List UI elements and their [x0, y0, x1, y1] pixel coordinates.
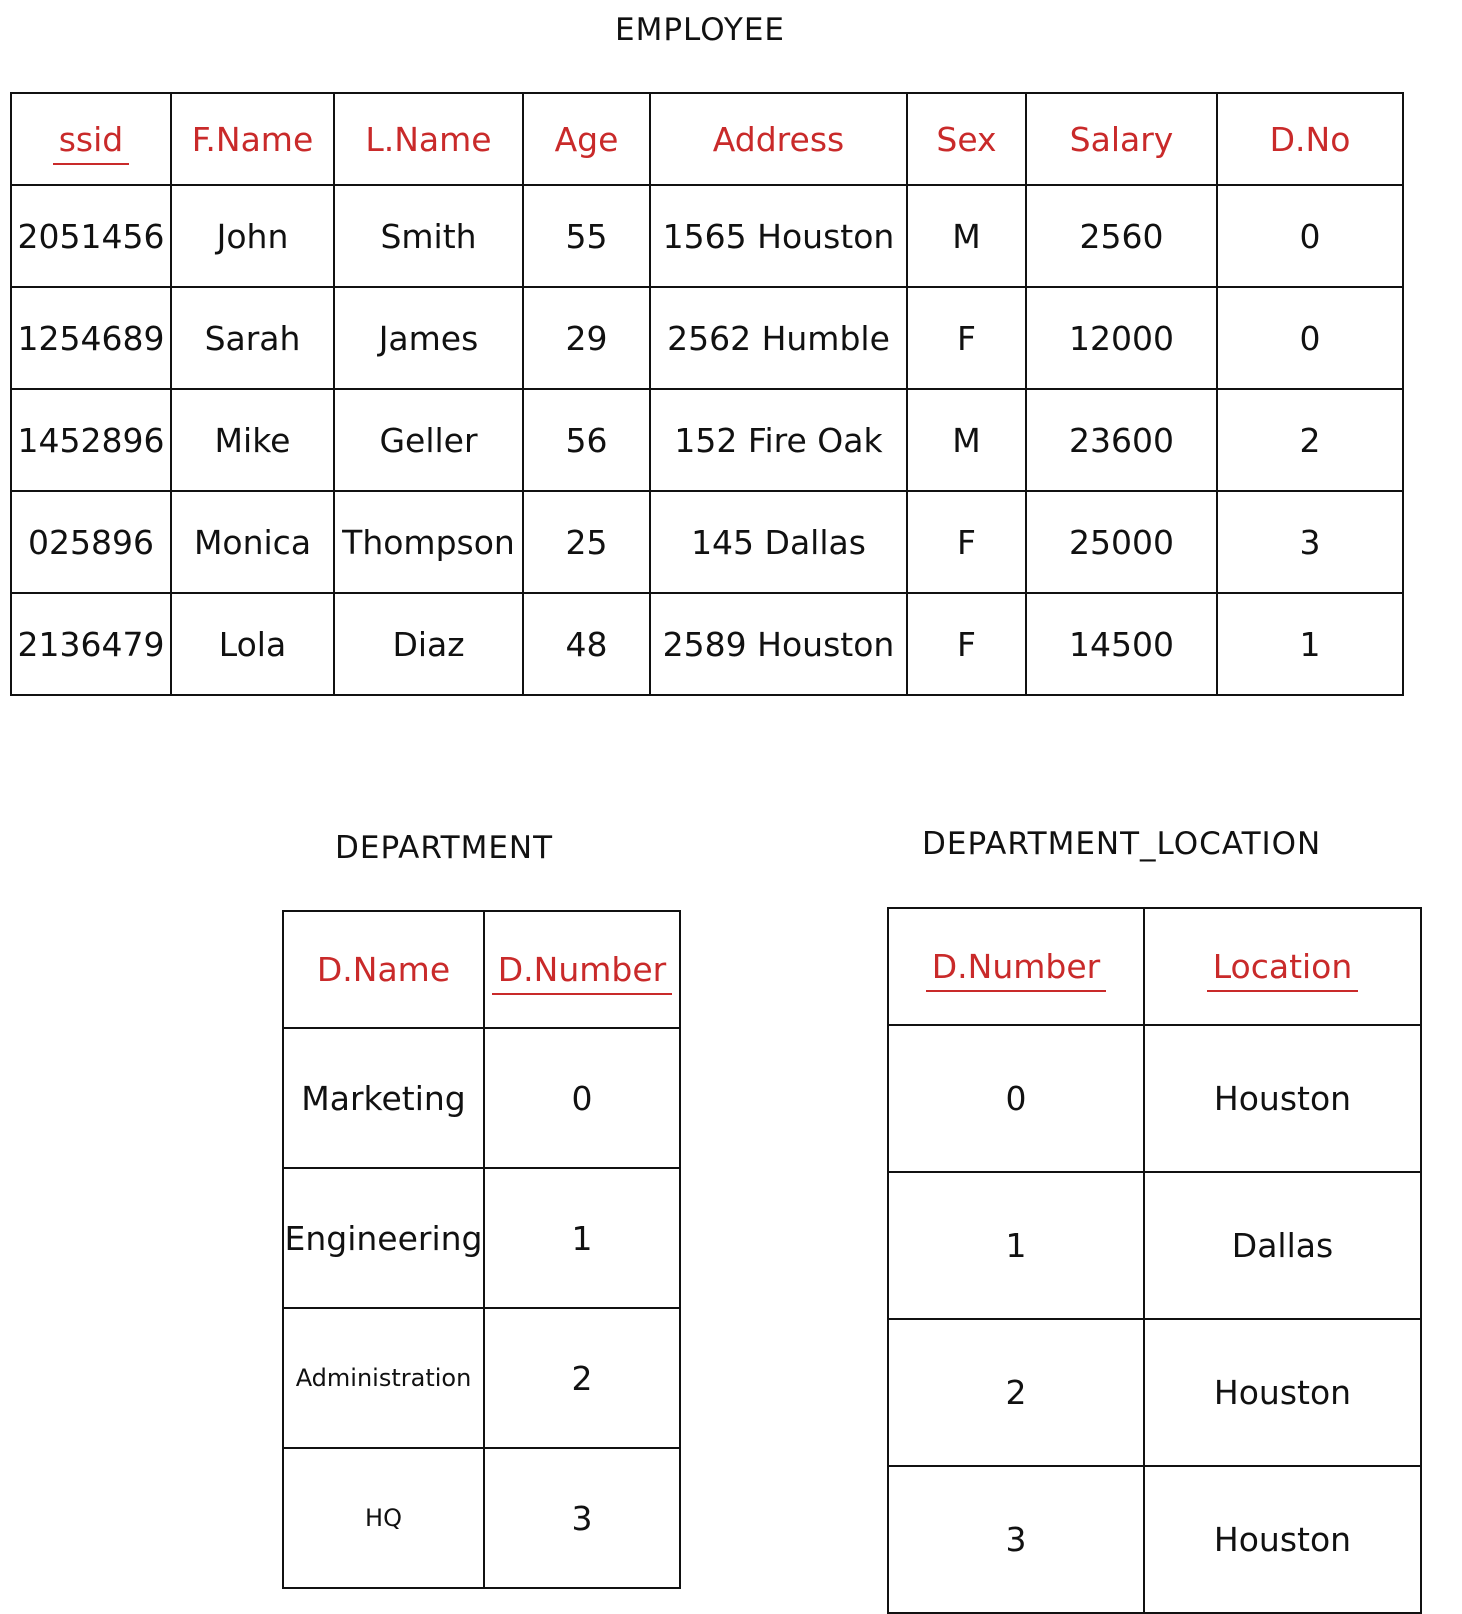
table-cell: Mike: [171, 389, 334, 491]
table-cell: 0: [1217, 287, 1403, 389]
table-cell: 2562 Humble: [650, 287, 907, 389]
table-cell: 3: [888, 1466, 1144, 1613]
table-row: [888, 1319, 1421, 1466]
table-cell: 2: [484, 1308, 680, 1448]
table-cell: 025896: [11, 491, 171, 593]
table-cell: M: [907, 185, 1026, 287]
table-cell: Houston: [1144, 1025, 1421, 1172]
table-cell: 25: [523, 491, 650, 593]
table-cell: 2589 Houston: [650, 593, 907, 695]
table-cell: M: [907, 389, 1026, 491]
table-cell: 2136479: [11, 593, 171, 695]
table-cell: Marketing: [283, 1028, 484, 1168]
table-cell: 25000: [1026, 491, 1217, 593]
employee-header-cell: Address: [650, 93, 907, 185]
table-cell: F: [907, 287, 1026, 389]
table-cell: 2: [888, 1319, 1144, 1466]
table-cell: 2051456: [11, 185, 171, 287]
table-cell: 55: [523, 185, 650, 287]
table-cell: 1: [484, 1168, 680, 1308]
table-cell: 0: [888, 1025, 1144, 1172]
table-cell: 1: [1217, 593, 1403, 695]
table-cell: Houston: [1144, 1466, 1421, 1613]
location-header-cell: D.Number: [888, 908, 1144, 1025]
table-cell: 14500: [1026, 593, 1217, 695]
table-cell: 2560: [1026, 185, 1217, 287]
table-cell: HQ: [283, 1448, 484, 1588]
table-row: [283, 1168, 680, 1308]
table-cell: 1254689: [11, 287, 171, 389]
table-cell: 1565 Houston: [650, 185, 907, 287]
table-row: [11, 491, 1403, 593]
table-cell: 1: [888, 1172, 1144, 1319]
table-cell: James: [334, 287, 523, 389]
table-cell: 3: [1217, 491, 1403, 593]
table-cell: Engineering: [283, 1168, 484, 1308]
table-cell: Thompson: [334, 491, 523, 593]
table-cell: 152 Fire Oak: [650, 389, 907, 491]
department-title: DEPARTMENT: [335, 830, 554, 866]
employee-header-row: [11, 93, 1403, 185]
department-location-table: [887, 907, 1422, 1614]
table-cell: Administration: [283, 1308, 484, 1448]
table-cell: 48: [523, 593, 650, 695]
table-row: [283, 1448, 680, 1588]
table-row: [888, 1466, 1421, 1613]
table-cell: 12000: [1026, 287, 1217, 389]
table-cell: Sarah: [171, 287, 334, 389]
employee-header-cell: Age: [523, 93, 650, 185]
employee-header-cell: F.Name: [171, 93, 334, 185]
employee-title: EMPLOYEE: [615, 12, 786, 48]
table-cell: F: [907, 593, 1026, 695]
table-cell: 2: [1217, 389, 1403, 491]
table-row: [11, 185, 1403, 287]
employee-header-cell: ssid: [11, 93, 171, 185]
department-table: [282, 910, 681, 1589]
table-cell: 1452896: [11, 389, 171, 491]
table-cell: Dallas: [1144, 1172, 1421, 1319]
table-row: [888, 1025, 1421, 1172]
table-row: [11, 287, 1403, 389]
department-header-cell: D.Number: [484, 911, 680, 1028]
employee-header-cell: Sex: [907, 93, 1026, 185]
table-cell: 3: [484, 1448, 680, 1588]
department-header-row: [283, 911, 680, 1028]
table-row: [11, 389, 1403, 491]
table-cell: Lola: [171, 593, 334, 695]
employee-header-cell: L.Name: [334, 93, 523, 185]
table-row: [888, 1172, 1421, 1319]
table-cell: 56: [523, 389, 650, 491]
table-row: [283, 1028, 680, 1168]
employee-table: [10, 92, 1404, 696]
employee-header-cell: D.No: [1217, 93, 1403, 185]
table-cell: Houston: [1144, 1319, 1421, 1466]
table-cell: 29: [523, 287, 650, 389]
employee-header-cell: Salary: [1026, 93, 1217, 185]
department-location-title: DEPARTMENT_LOCATION: [922, 826, 1322, 862]
table-cell: John: [171, 185, 334, 287]
table-cell: Smith: [334, 185, 523, 287]
table-cell: Diaz: [334, 593, 523, 695]
table-cell: Monica: [171, 491, 334, 593]
department-header-cell: D.Name: [283, 911, 484, 1028]
location-header-cell: Location: [1144, 908, 1421, 1025]
table-cell: 0: [1217, 185, 1403, 287]
table-row: [283, 1308, 680, 1448]
table-cell: 0: [484, 1028, 680, 1168]
table-cell: 145 Dallas: [650, 491, 907, 593]
table-cell: 23600: [1026, 389, 1217, 491]
table-row: [11, 593, 1403, 695]
table-cell: Geller: [334, 389, 523, 491]
location-header-row: [888, 908, 1421, 1025]
table-cell: F: [907, 491, 1026, 593]
